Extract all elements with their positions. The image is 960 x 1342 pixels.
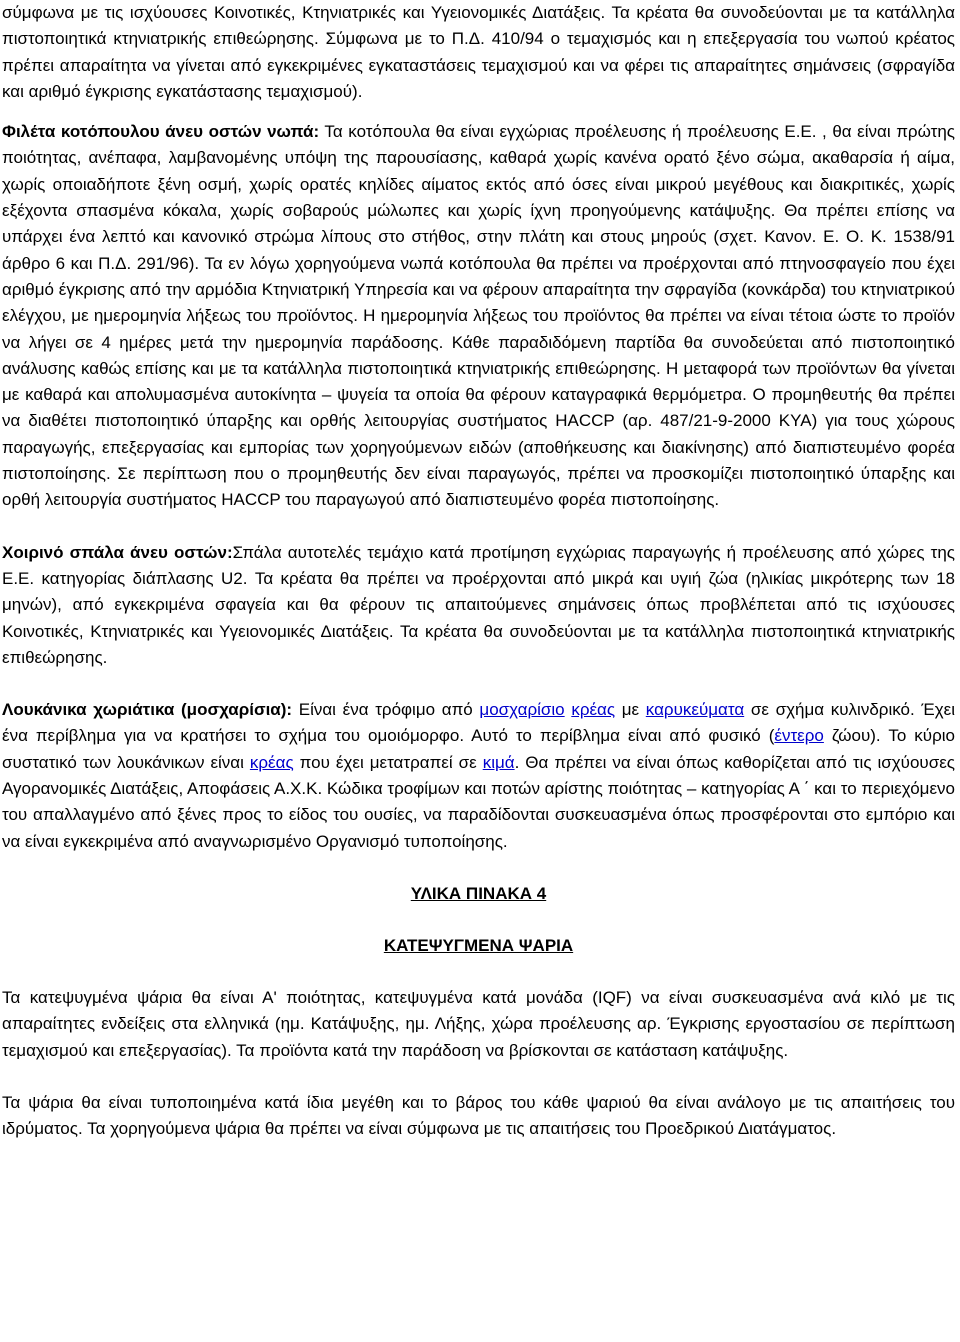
paragraph-text: Είναι ένα τρόφιμο από [292, 700, 480, 720]
spacer [2, 855, 955, 881]
paragraph-sausages [2, 697, 955, 855]
link-meat-2[interactable]: κρέας [249, 752, 294, 772]
paragraph-pork-shoulder [2, 540, 955, 671]
link-veal[interactable]: μοσχαρίσιο [479, 700, 565, 720]
paragraph-text: σύμφωνα με τις ισχύουσες Κοινοτικές, Κτηνιατρικές και Υγειονομικές Διατάξεις. Τα κρέατα θα συνοδεύονται με τα κατάλληλα πιστοποιητικά κτηνιατρικής επιθεώρησης. Σύμφωνα με το Π.Δ. 410/94 ο τεμαχισμός και η επεξεργασία του νωπού κρέατος πρέπει απαραίτητα να γίνεται από εγκεκριμένες εγκαταστάσεις τεμαχισμού και να φέρει τις απαραίτητες σημάνσεις (σφραγίδα και αριθμό έγκρισης εγκατάστασης τεμαχισμού). [2, 3, 955, 101]
item-title-chicken-fillet: Φιλέτα κοτόπουλου άνευ οστών νωπά: [2, 122, 320, 142]
paragraph-text: Σπάλα αυτοτελές τεμάχιο κατά προτίμηση εγχώριας παραγωγής ή προέλευσης από χώρες της Ε.Ε. κατηγορίας διάπλασης U2. Τα κρέατα θα πρέπει να προέρχονται από μικρά και υγιή ζώα (ηλικίας μικρότερης των 18 μηνών), από εγκεκριμένα σφαγεία και θα φέρουν τις απαιτούμενες σημάνσεις όπως προβλέπεται από τις ισχύουσες Κοινοτικές, Κτηνιατρικές και Υγειονομικές Διατάξεις. Τα κρέατα θα συνοδεύονται με τα κατάλληλα πιστοποιητικά κτηνιατρικής επιθεώρησης. [2, 542, 955, 667]
paragraph-text: σε σχήμα κυλινδρικό. Έχει ένα περίβλημα για να κρατήσει το σχήμα του ομοιόμορφο. Αυτό το περίβλημα είναι από φυσικό ( [2, 700, 955, 746]
spacer [2, 105, 955, 119]
link-meat[interactable]: κρέας [571, 700, 616, 720]
spacer [2, 514, 955, 540]
paragraph-text: Τα κοτόπουλα θα είναι εγχώριας προέλευσης ή προέλευσης Ε.Ε. , θα είναι πρώτης ποιότητας, ανέπαφα, λαμβανομένης υπόψη της παρουσίασης, καθαρά χωρίς κανένα ορατό ξένο σώμα, ακαθαρσία ή αίμα, χωρίς οποιαδήποτε ξένη οσμή, χωρίς ορατές κηλίδες αίματος εκτός από όσες είναι μικρού μεγέθους και διακριτικές, χωρίς εξέχοντα σπασμένα κόκαλα, χωρίς σοβαρούς μώλωπες και χωρίς ίχνη προηγούμενης κατάψυξης. Θα πρέπει επίσης να υπάρχει ένα λεπτό και κανονικό στρώμα λίπους στο στήθος, στην πλάτη και στους μηρούς (σχετ. Κανον. Ε. Ο. Κ. 1538/91 άρθρο 6 και Π.Δ. 291/96). Τα εν λόγω χορηγούμενα νωπά κοτόπουλα θα πρέπει να προέρχονται από πτηνοσφαγείο που έχει αριθμό έγκρισης από την αρμόδια Κτηνιατρική Υπηρεσία και να φέρουν απαραίτητα την σφραγίδα (κονκάρδα) του κτηνιατρικού ελέγχου, με ημερομηνία λήξεως του προϊόντος. Η ημερομηνία λήξεως του προϊόντος θα πρέπει να είναι τέτοια ώστε το προϊόν να λήγει σε 4 ημέρες μετά την ημερομηνία παράδοσης. Κάθε παραδιδόμενη παρτίδα θα συνοδεύεται από πιστοποιητικό ανάλυσης καθώς επίσης και με τα κατάλληλα πιστοποιητικά κτηνιατρικής επιθεώρησης. Η μεταφορά των προϊόντων θα γίνεται με καθαρά και απολυμασμένα αυτοκίνητα – ψυγεία τα οποία θα φέρουν καταγραφικά θερμόμετρα. Ο προμηθευτής θα πρέπει να διαθέτει πιστοποιητικό ύπαρξης και ορθής λειτουργίας συστήματος HACCP (αρ. 487/21-9-2000 ΚΥΑ) για τους χώρους παραγωγής, επεξεργασίας και εμπορίας των χορηγούμενων ειδών (αποθήκευσης και διακίνησης) από διαπιστευμένο φορέα πιστοποίησης. Σε περίπτωση που ο προμηθευτής δεν είναι παραγωγός, πρέπει να προσκομίζει πιστοποιητικό ύπαρξης και ορθή λειτουργία συστήματος HACCP του παραγωγού από διαπιστευμένο φορέα πιστοποίησης. [2, 122, 955, 510]
spacer [2, 671, 955, 697]
spacer [2, 1064, 955, 1090]
paragraph-text: που έχει μετατραπεί σε [293, 752, 483, 772]
spacer [2, 907, 955, 933]
paragraph-chicken-fillet [2, 119, 955, 513]
item-title-pork-shoulder: Χοιρινό σπάλα άνευ οστών: [2, 542, 233, 562]
paragraph-meat-certification [2, 0, 955, 105]
paragraph-frozen-fish [2, 985, 955, 1064]
item-title-sausages: Λουκάνικα χωριάτικα (μοσχαρίσια): [2, 700, 293, 720]
link-minced-meat[interactable]: κιμά [482, 752, 515, 772]
paragraph-text: Τα ψάρια θα είναι τυποποιημένα κατά ίδια μεγέθη και το βάρος του κάθε ψαριού θα είναι ανάλογο με τις απαιτήσεις του ιδρύματος. Τα χορηγούμενα ψάρια θα πρέπει να είναι σύμφωνα με τις απαιτήσεις του Προεδρικού Διατάγματος. [2, 1092, 955, 1139]
spacer [2, 959, 955, 985]
link-spices[interactable]: καρυκεύματα [645, 700, 745, 720]
paragraph-text: . Θα πρέπει να είναι όπως καθορίζεται από τις ισχύουσες Αγορανομικές Διατάξεις, Αποφάσεις Α.Χ.Κ. Κώδικα τροφίμων και ποτών αρίστης ποιότητας – κατηγορίας Α ΄ και το περιεχόμενο του απαλλαγμένο από ξένες προς το είδος του ουσίες, να παραδίδονται συσκευασμένα όπως προσφέρονται στο εμπόριο και να είναι εγκεκριμένα από αναγνωρισμένο Οργανισμό τυποποίησης. [2, 752, 955, 851]
section-heading-frozen-fish: ΚΑΤΕΨΥΓΜΕΝΑ ΨΑΡΙΑ [383, 935, 574, 955]
link-intestine[interactable]: έντερο [774, 726, 824, 746]
paragraph-text: Τα κατεψυγμένα ψάρια θα είναι Α' ποιότητας, κατεψυγμένα κατά μονάδα (IQF) να είναι συσκευασμένα ανά κιλό με τις απαραίτητες ενδείξεις στα ελληνικά (ημ. Κατάψυξης, ημ. Λήξης, χώρα προέλευσης αρ. Έγκρισης εργοστασίου σε περίπτωση τεμαχισμού και επεξεργασίας). Τα προϊόντα κατά την παράδοση να βρίσκονται σε κατάσταση κατάψυξης. [2, 987, 955, 1060]
paragraph-text: ζώου). Το κύριο συστατικό των λουκάνικων είναι [2, 726, 955, 772]
paragraph-fish-sizes [2, 1090, 955, 1143]
section-heading-table-4: ΥΛΙΚΑ ΠΙΝΑΚΑ 4 [410, 883, 547, 903]
paragraph-text: με [615, 700, 646, 720]
